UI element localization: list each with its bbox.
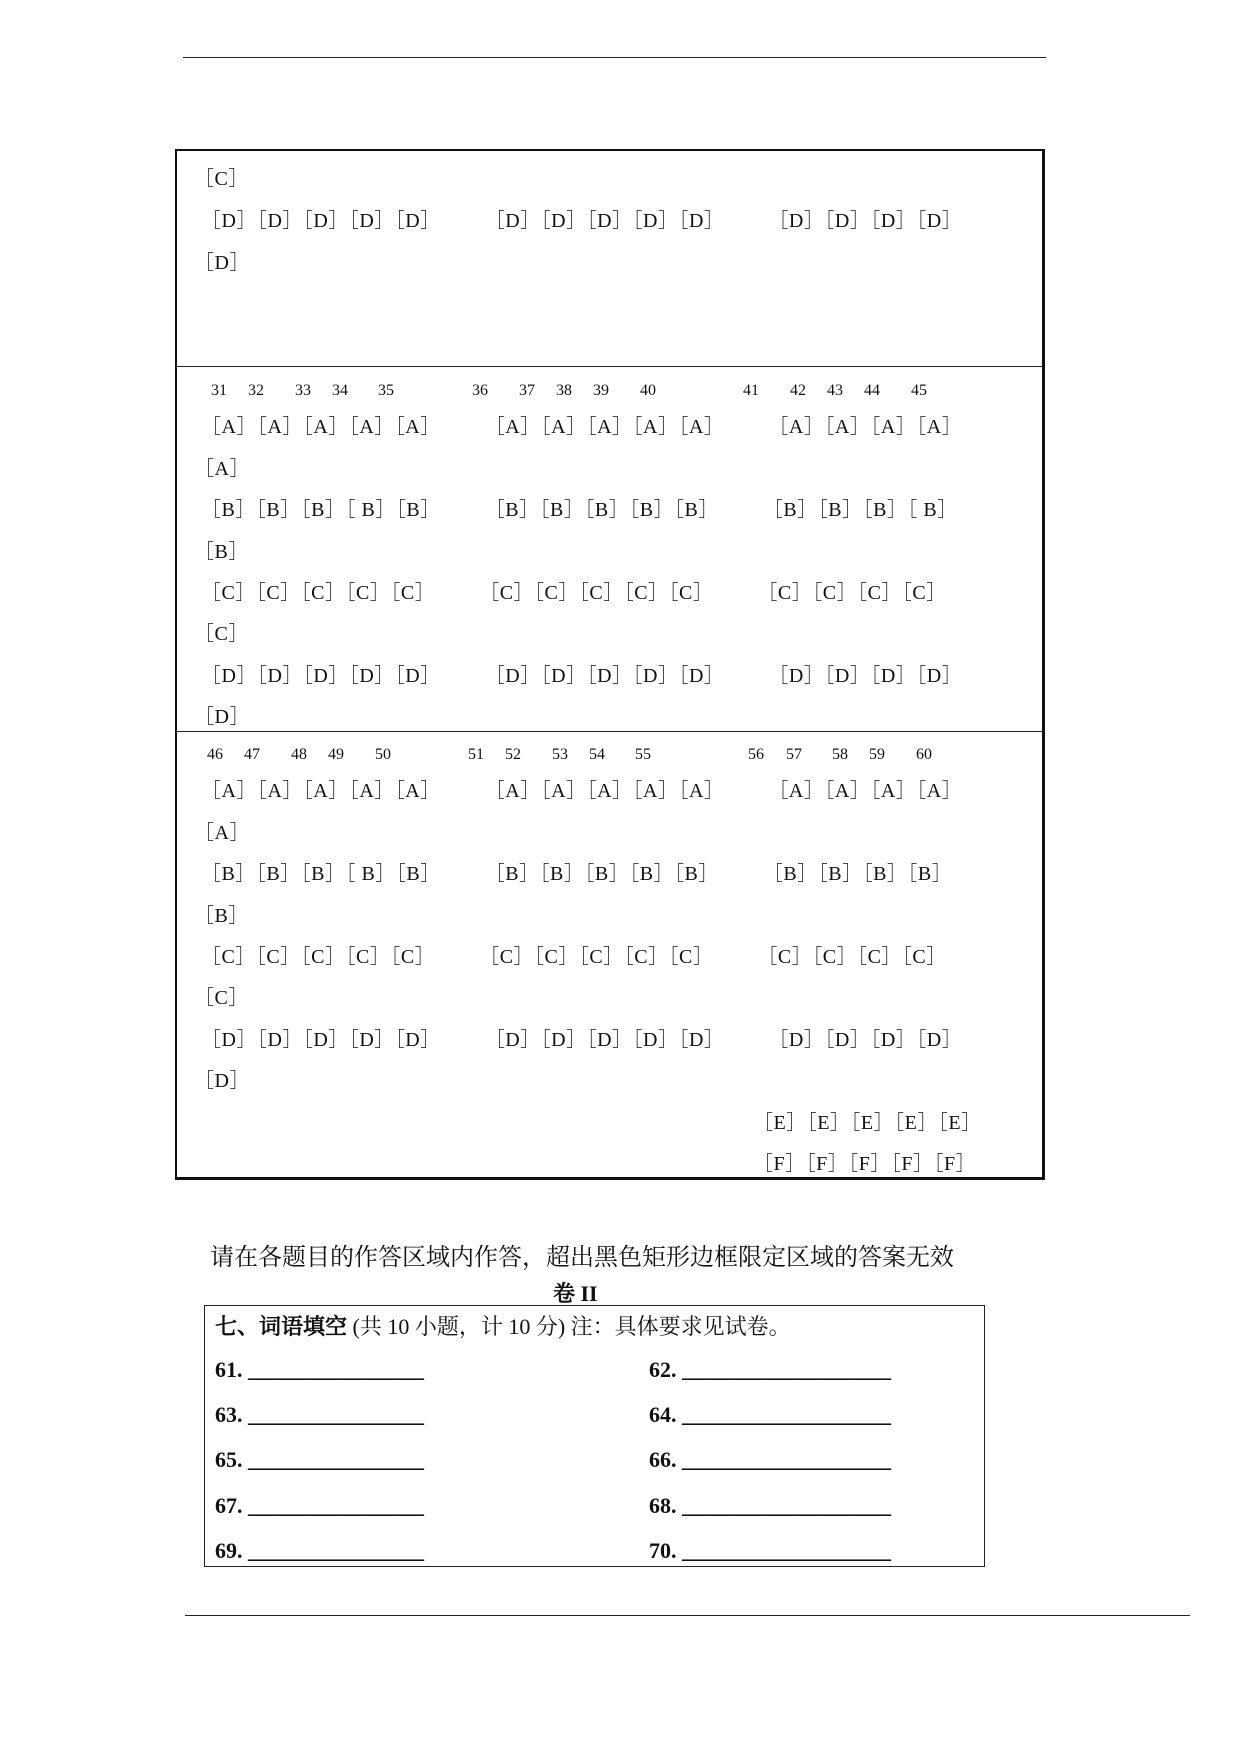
question-number: 33 — [295, 382, 311, 399]
question-number: 36 — [472, 382, 488, 399]
bottom-rule — [185, 1615, 1190, 1616]
option-c-tail[interactable]: ［C］ — [194, 168, 249, 190]
question-number: 51 — [468, 746, 484, 763]
question-number: 46 — [207, 746, 223, 763]
option-d-tail[interactable]: ［D］ — [194, 1070, 250, 1092]
blank-62[interactable]: 62. ___________________ — [649, 1357, 891, 1382]
block-divider-2 — [177, 731, 1042, 732]
blank-68[interactable]: 68. ___________________ — [649, 1493, 891, 1518]
top-rule — [183, 57, 1046, 58]
option-d-row[interactable]: ［D］［D］［D］［D］［D］ ［D］［D］［D］［D］［D］ ［D］［D］［D］［D］ — [201, 665, 963, 687]
blank-64[interactable]: 64. ___________________ — [649, 1402, 891, 1427]
option-d-tail[interactable]: ［D］ — [194, 252, 250, 274]
blank-63[interactable]: 63. ________________ — [215, 1402, 424, 1427]
option-b-row[interactable]: ［B］［B］［B］［ B］［B］ ［B］［B］［B］［B］［B］ ［B］［B］［B］［ B］ — [201, 499, 958, 521]
question-number: 54 — [589, 746, 605, 763]
option-e-row[interactable]: ［E］［E］［E］［E］［E］ — [753, 1112, 982, 1134]
question-number: 50 — [375, 746, 391, 763]
blank-65[interactable]: 65. ________________ — [215, 1447, 424, 1472]
question-number: 42 — [790, 382, 806, 399]
question-number: 60 — [916, 746, 932, 763]
question-number: 49 — [328, 746, 344, 763]
blank-61[interactable]: 61. ________________ — [215, 1357, 424, 1382]
question-number: 48 — [291, 746, 307, 763]
section7-heading — [215, 1310, 791, 1341]
question-number: 34 — [332, 382, 348, 399]
option-a-row[interactable]: ［A］［A］［A］［A］［A］ ［A］［A］［A］［A］［A］ ［A］［A］［A］［A］ — [201, 780, 963, 802]
question-number: 32 — [248, 382, 264, 399]
option-b-row[interactable]: ［B］［B］［B］［ B］［B］ ［B］［B］［B］［B］［B］ ［B］［B］［B］［B］ — [201, 863, 953, 885]
option-c-row[interactable]: ［C］［C］［C］［C］［C］ ［C］［C］［C］［C］［C］ ［C］［C］［C］［C］ — [201, 582, 947, 604]
option-a-tail[interactable]: ［A］ — [194, 458, 250, 480]
option-c-tail[interactable]: ［C］ — [194, 623, 249, 645]
question-number: 43 — [827, 382, 843, 399]
option-d-tail[interactable]: ［D］ — [194, 706, 250, 728]
question-number: 44 — [864, 382, 880, 399]
answer-sheet-box — [175, 149, 1045, 1180]
question-number: 45 — [911, 382, 927, 399]
question-number: 37 — [519, 382, 535, 399]
section7-title: 七、词语填空 — [215, 1314, 348, 1339]
option-b-tail[interactable]: ［B］ — [194, 905, 249, 927]
option-d-row[interactable]: ［D］［D］［D］［D］［D］ ［D］［D］［D］［D］［D］ ［D］［D］［D］［D］ — [201, 1029, 963, 1051]
option-a-row[interactable]: ［A］［A］［A］［A］［A］ ［A］［A］［A］［A］［A］ ［A］［A］［A］［A］ — [201, 416, 963, 438]
question-number: 52 — [505, 746, 521, 763]
section7-instructions: (共 10 小题，计 10 分) 注：具体要求见试卷。 — [347, 1314, 791, 1339]
option-f-row[interactable]: ［F］［F］［F］［F］［F］ — [753, 1153, 977, 1175]
question-number: 31 — [211, 382, 227, 399]
question-number: 58 — [832, 746, 848, 763]
question-number: 41 — [743, 382, 759, 399]
question-number: 47 — [244, 746, 260, 763]
option-d-row[interactable]: ［D］［D］［D］［D］［D］ ［D］［D］［D］［D］［D］ ［D］［D］［D］［D］ — [201, 210, 963, 232]
question-number: 39 — [593, 382, 609, 399]
blank-69[interactable]: 69. ________________ — [215, 1538, 424, 1563]
option-b-tail[interactable]: ［B］ — [194, 541, 249, 563]
block-divider-1 — [177, 366, 1042, 367]
option-c-tail[interactable]: ［C］ — [194, 987, 249, 1009]
question-number: 40 — [640, 382, 656, 399]
volume-title: 卷 II — [553, 1281, 598, 1306]
section7-box — [204, 1305, 985, 1567]
question-number: 55 — [635, 746, 651, 763]
question-number: 57 — [786, 746, 802, 763]
blank-67[interactable]: 67. ________________ — [215, 1493, 424, 1518]
question-number: 53 — [552, 746, 568, 763]
question-number: 38 — [556, 382, 572, 399]
option-c-row[interactable]: ［C］［C］［C］［C］［C］ ［C］［C］［C］［C］［C］ ［C］［C］［C］［C］ — [201, 946, 947, 968]
option-a-tail[interactable]: ［A］ — [194, 822, 250, 844]
blank-66[interactable]: 66. ___________________ — [649, 1447, 891, 1472]
answer-area-notice: 请在各题目的作答区域内作答，超出黑色矩形边框限定区域的答案无效 — [210, 1245, 954, 1271]
question-number: 35 — [378, 382, 394, 399]
blank-70[interactable]: 70. ___________________ — [649, 1538, 891, 1563]
question-number: 59 — [869, 746, 885, 763]
question-number: 56 — [748, 746, 764, 763]
